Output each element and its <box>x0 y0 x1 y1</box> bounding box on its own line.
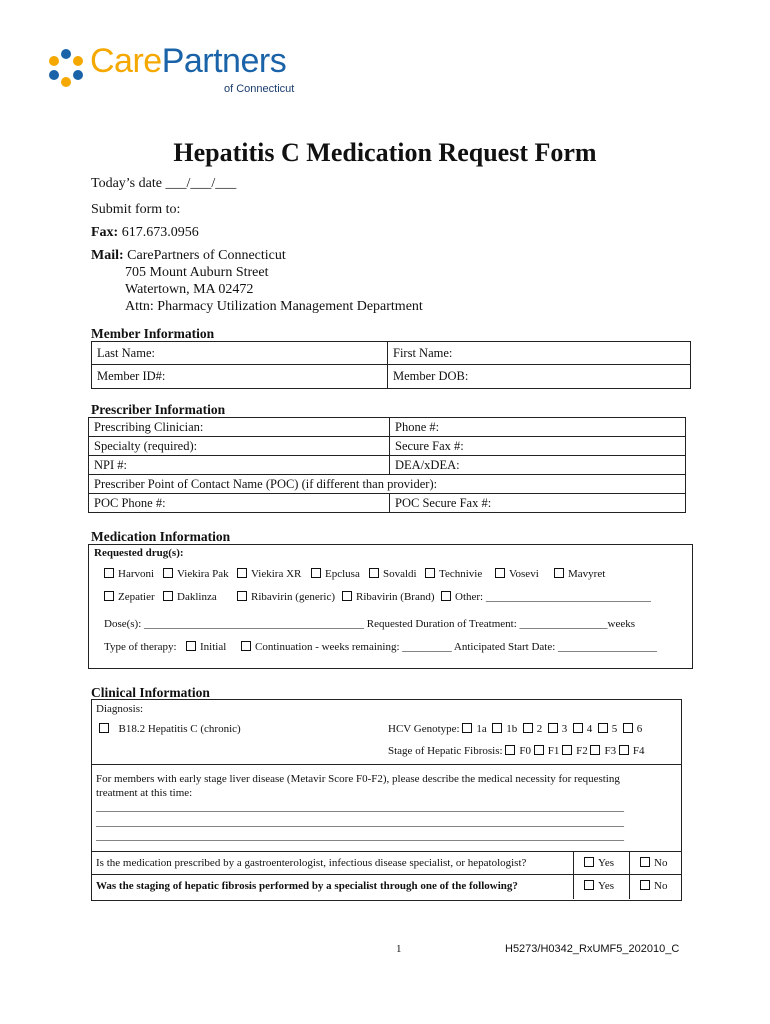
page-title: Hepatitis C Medication Request Form <box>173 138 597 167</box>
first-name-field[interactable]: First Name: <box>388 342 691 365</box>
dea-field[interactable]: DEA/xDEA: <box>390 456 686 475</box>
genotype-row: HCV Genotype: 1a 1b 2 3 4 5 6 <box>388 723 643 735</box>
fibrosis-f1[interactable]: F1 <box>534 745 560 757</box>
divider <box>91 851 681 852</box>
member-dob-field[interactable]: Member DOB: <box>388 365 691 389</box>
genotype-1b[interactable]: 1b <box>492 723 517 735</box>
fibrosis-f4[interactable]: F4 <box>619 745 645 757</box>
checkbox-icon <box>492 723 502 733</box>
checkbox-icon <box>505 745 515 755</box>
address-line-1: 705 Mount Auburn Street <box>125 265 269 280</box>
checkbox-icon <box>584 857 594 867</box>
genotype-6[interactable]: 6 <box>623 723 643 735</box>
fibrosis-f0[interactable]: F0 <box>505 745 531 757</box>
drug-epclusa[interactable]: Epclusa <box>311 568 360 580</box>
checkbox-icon <box>104 568 114 578</box>
address-line-2: Watertown, MA 02472 <box>125 282 254 297</box>
phone-field[interactable]: Phone #: <box>390 418 686 437</box>
checkbox-icon <box>186 641 196 651</box>
checkbox-icon <box>548 723 558 733</box>
drug-daklinza[interactable]: Daklinza <box>163 591 217 603</box>
checkbox-icon <box>598 723 608 733</box>
drug-harvoni[interactable]: Harvoni <box>104 568 154 580</box>
requested-drugs-label: Requested drug(s): <box>94 547 184 559</box>
drug-viekira-pak[interactable]: Viekira Pak <box>163 568 229 580</box>
genotype-2[interactable]: 2 <box>523 723 543 735</box>
poc-fax-field[interactable]: POC Secure Fax #: <box>390 494 686 513</box>
checkbox-icon <box>495 568 505 578</box>
checkbox-icon <box>534 745 544 755</box>
checkbox-icon <box>369 568 379 578</box>
drug-ribavirin-brand[interactable]: Ribavirin (Brand) <box>342 591 435 603</box>
checkbox-icon <box>584 880 594 890</box>
member-table <box>91 341 691 389</box>
checkbox-icon <box>342 591 352 601</box>
divider <box>573 851 574 899</box>
checkbox-icon <box>590 745 600 755</box>
checkbox-icon <box>241 641 251 651</box>
drug-sovaldi[interactable]: Sovaldi <box>369 568 417 580</box>
drug-other[interactable]: Other: ______________________________ <box>441 591 651 603</box>
fibrosis-f2[interactable]: F2 <box>562 745 588 757</box>
drug-vosevi[interactable]: Vosevi <box>495 568 539 580</box>
logo-wordmark: CarePartners <box>90 42 287 80</box>
member-id-field[interactable]: Member ID#: <box>92 365 388 389</box>
medication-heading: Medication Information <box>91 529 231 544</box>
q1-yes[interactable]: Yes <box>584 857 614 869</box>
therapy-type-label: Type of therapy: <box>104 641 177 653</box>
secure-fax-field[interactable]: Secure Fax #: <box>390 437 686 456</box>
checkbox-icon <box>99 723 109 733</box>
checkbox-icon <box>441 591 451 601</box>
checkbox-icon <box>104 591 114 601</box>
necessity-line-1[interactable]: ________________________________________________________________________________________________ <box>96 801 624 813</box>
checkbox-icon <box>237 591 247 601</box>
checkbox-icon <box>311 568 321 578</box>
question-specialist: Is the medication prescribed by a gastroenterologist, infectious disease specialist, or hepatologist? <box>96 857 527 869</box>
mail-line: Mail: CarePartners of Connecticut <box>91 248 286 263</box>
therapy-continuation[interactable]: Continuation - weeks remaining: _________ Anticipated Start Date: __________________ <box>241 641 657 653</box>
divider <box>91 874 681 875</box>
checkbox-icon <box>462 723 472 733</box>
q2-no[interactable]: No <box>640 880 667 892</box>
early-stage-text-2: treatment at this time: <box>96 787 193 799</box>
clinician-field[interactable]: Prescribing Clinician: <box>89 418 390 437</box>
checkbox-icon <box>623 723 633 733</box>
prescriber-heading: Prescriber Information <box>91 402 226 417</box>
divider <box>91 764 681 765</box>
drug-mavyret[interactable]: Mavyret <box>554 568 605 580</box>
therapy-initial[interactable]: Initial <box>186 641 226 653</box>
checkbox-icon <box>640 857 650 867</box>
poc-name-field[interactable]: Prescriber Point of Contact Name (POC) (if different than provider): <box>89 475 686 494</box>
checkbox-icon <box>562 745 572 755</box>
drug-ribavirin-generic[interactable]: Ribavirin (generic) <box>237 591 335 603</box>
checkbox-icon <box>523 723 533 733</box>
fax-line: Fax: 617.673.0956 <box>91 225 199 240</box>
diagnosis-b18[interactable]: B18.2 Hepatitis C (chronic) <box>99 723 241 735</box>
prescriber-table <box>88 417 686 513</box>
carepartners-logo <box>46 42 316 98</box>
form-code: H5273/H0342_RxUMF5_202010_C <box>505 943 680 955</box>
todays-date: Today’s date ___/___/___ <box>91 176 237 191</box>
question-staging: Was the staging of hepatic fibrosis performed by a specialist through one of the following? <box>96 880 518 892</box>
submit-to: Submit form to: <box>91 202 181 217</box>
genotype-4[interactable]: 4 <box>573 723 593 735</box>
checkbox-icon <box>640 880 650 890</box>
drug-viekira-xr[interactable]: Viekira XR <box>237 568 301 580</box>
genotype-3[interactable]: 3 <box>548 723 568 735</box>
early-stage-text-1: For members with early stage liver disease (Metavir Score F0-F2), please describe the medical necessity for requesting <box>96 773 620 785</box>
last-name-field[interactable]: Last Name: <box>92 342 388 365</box>
poc-phone-field[interactable]: POC Phone #: <box>89 494 390 513</box>
checkbox-icon <box>237 568 247 578</box>
checkbox-icon <box>425 568 435 578</box>
checkbox-icon <box>163 568 173 578</box>
npi-field[interactable]: NPI #: <box>89 456 390 475</box>
checkbox-icon <box>573 723 583 733</box>
checkbox-icon <box>619 745 629 755</box>
member-heading: Member Information <box>91 326 215 341</box>
necessity-line-2[interactable]: ________________________________________________________________________________________________ <box>96 816 624 828</box>
clinical-heading: Clinical Information <box>91 685 210 700</box>
q1-no[interactable]: No <box>640 857 667 869</box>
genotype-5[interactable]: 5 <box>598 723 618 735</box>
specialty-field[interactable]: Specialty (required): <box>89 437 390 456</box>
dose-line[interactable]: Dose(s): ________________________________________ Requested Duration of Treatment: ________________weeks <box>104 618 636 630</box>
drug-zepatier[interactable]: Zepatier <box>104 591 155 603</box>
necessity-line-3[interactable]: ________________________________________________________________________________________________ <box>96 830 624 842</box>
checkbox-icon <box>554 568 564 578</box>
fibrosis-row: Stage of Hepatic Fibrosis: F0 F1 F2 F3 F4 <box>388 745 645 757</box>
genotype-1a[interactable]: 1a <box>462 723 486 735</box>
drug-technivie[interactable]: Technivie <box>425 568 482 580</box>
fibrosis-f3[interactable]: F3 <box>590 745 616 757</box>
page-number: 1 <box>396 943 402 955</box>
attn-line: Attn: Pharmacy Utilization Management Department <box>125 299 423 314</box>
divider <box>629 851 630 899</box>
checkbox-icon <box>163 591 173 601</box>
q2-yes[interactable]: Yes <box>584 880 614 892</box>
logo-subtitle: of Connecticut <box>224 83 295 95</box>
diagnosis-label: Diagnosis: <box>96 703 144 715</box>
logo-mark-icon <box>46 48 86 88</box>
